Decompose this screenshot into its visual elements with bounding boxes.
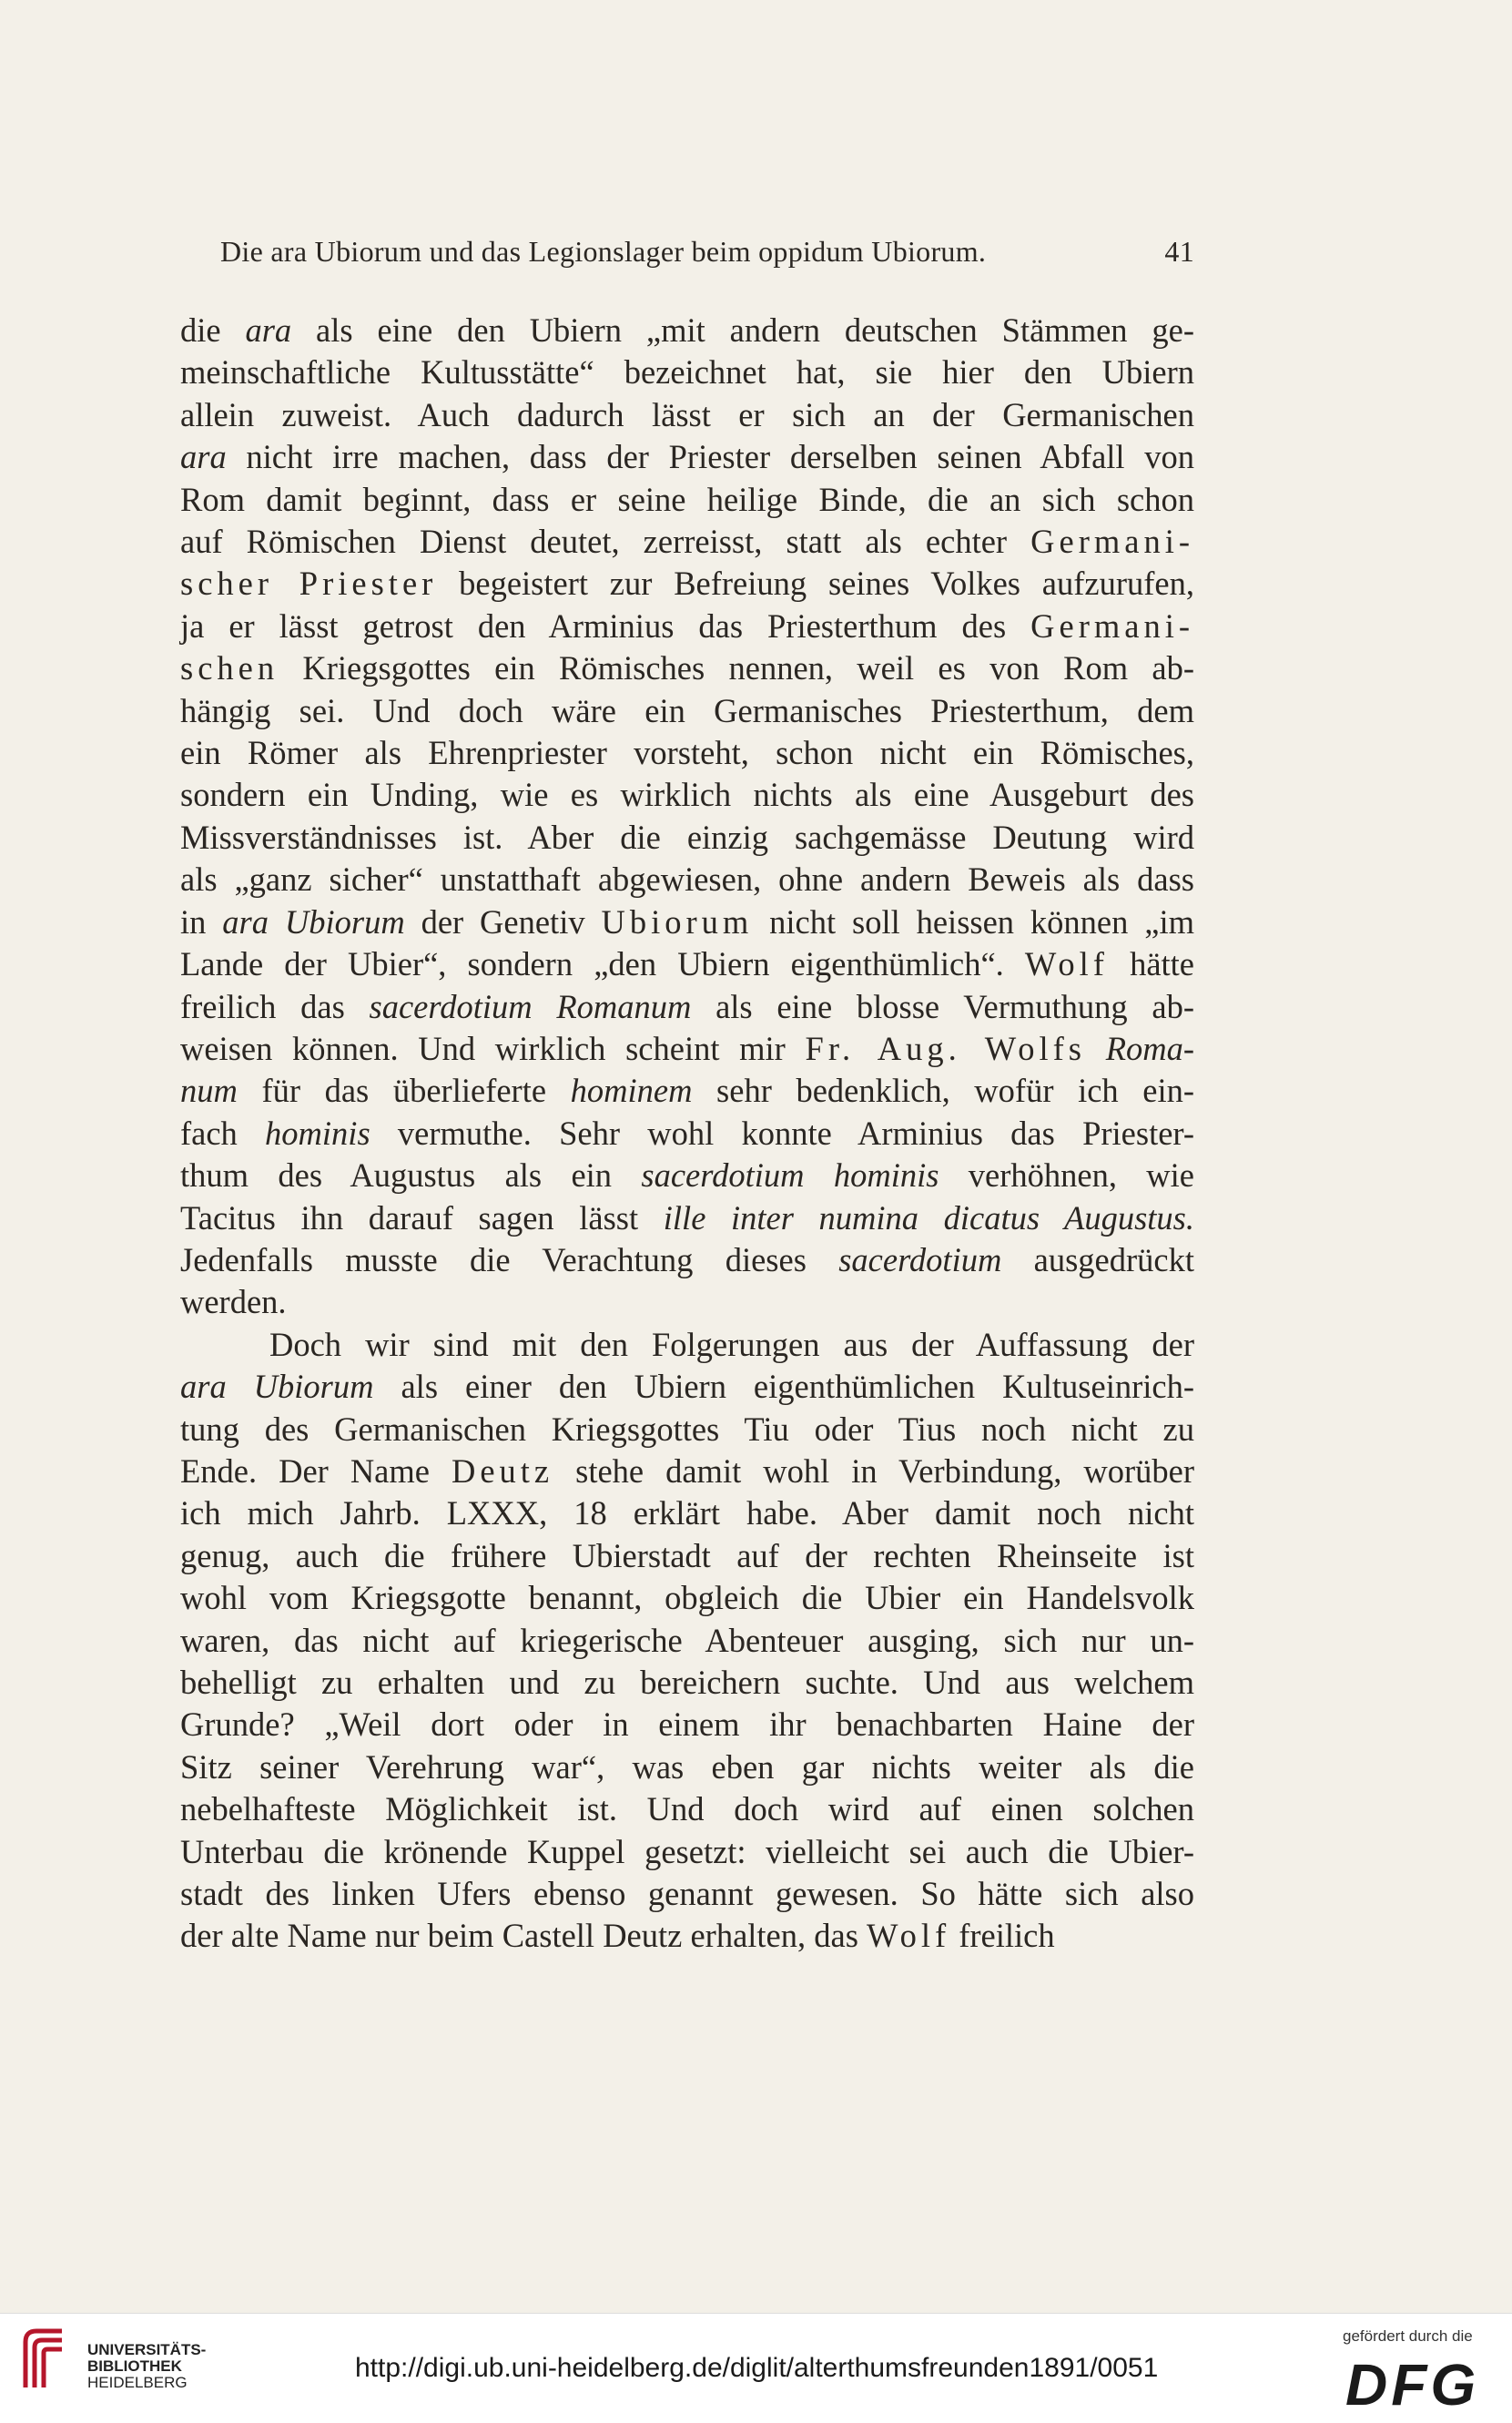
text-line: waren, das nicht auf kriegerische Abenteuer ausging, sich nur un- (180, 1621, 1194, 1659)
text-line: fach hominis vermuthe. Sehr wohl konnte Arminius das Priester- (180, 1114, 1194, 1152)
text-line: allein zuweist. Auch dadurch lässt er sich an der Germanischen (180, 395, 1194, 433)
text-line: ich mich Jahrb. LXXX, 18 erklärt habe. Aber damit noch nicht (180, 1494, 1194, 1532)
text-line: freilich das sacerdotium Romanum als eine blosse Vermuthung ab- (180, 987, 1194, 1025)
text-line: werden. (180, 1283, 287, 1321)
text-line: schen Kriegsgottes ein Römisches nennen, weil es von Rom ab- (180, 649, 1194, 687)
text-line: Lande der Ubier“, sondern „den Ubiern eigenthümlich“. Wolf hätte (180, 945, 1195, 983)
text-line: tung des Germanischen Kriegsgottes Tiu oder Tius noch nicht zu (180, 1410, 1194, 1448)
text-line: Unterbau die krönende Kuppel gesetzt: vielleicht sei auch die Ubier- (180, 1832, 1194, 1870)
text-line: weisen können. Und wirklich scheint mir Fr. Aug. Wolfs Roma- (180, 1029, 1194, 1067)
running-head (220, 235, 1194, 269)
library-name-line2: BIBLIOTHEK (87, 2357, 182, 2375)
text-line: num für das überlieferte hominem sehr bedenklich, wofür ich ein- (180, 1072, 1194, 1110)
text-line: ara Ubiorum als einer den Ubiern eigenthümlichen Kultuseinrich- (180, 1368, 1194, 1406)
text-line: die ara als eine den Ubiern „mit andern deutschen Stämmen ge- (180, 311, 1195, 349)
page-number: 41 (1164, 235, 1194, 268)
text-line: ein Römer als Ehrenpriester vorsteht, schon nicht ein Römisches, (180, 734, 1194, 772)
text-line: wohl vom Kriegsgotte benannt, obgleich die Ubier ein Handelsvolk (180, 1579, 1194, 1617)
library-name-line1: UNIVERSITÄTS- (87, 2341, 207, 2358)
text-line: der alte Name nur beim Castell Deutz erhalten, das Wolf freilich (180, 1917, 1055, 1955)
text-line: Doch wir sind mit den Folgerungen aus der Auffassung der (269, 1325, 1194, 1363)
text-line: Ende. Der Name Deutz stehe damit wohl in Verbindung, worüber (180, 1451, 1194, 1490)
text-line: in ara Ubiorum der Genetiv Ubiorum nicht soll heissen können „im (180, 902, 1194, 941)
text-line: scher Priester begeistert zur Befreiung seines Volkes aufzurufen, (180, 565, 1194, 603)
text-line: Jedenfalls musste die Verachtung dieses sacerdotium ausgedrückt (180, 1240, 1194, 1278)
text-line: hängig sei. Und doch wäre ein Germanisches Priesterthum, dem (180, 691, 1194, 729)
text-line: Sitz seiner Verehrung war“, was eben gar nichts weiter als die (180, 1747, 1194, 1786)
text-line: nebelhafteste Möglichkeit ist. Und doch wird auf einen solchen (180, 1790, 1194, 1828)
library-logo-icon (16, 2324, 71, 2397)
text-line: auf Römischen Dienst deutet, zerreisst, statt als echter Germani- (180, 523, 1194, 561)
running-head-title: Die ara Ubiorum und das Legionslager beim oppidum Ubiorum. (220, 235, 987, 268)
body-text (180, 310, 1194, 1958)
text-line: Tacitus ihn darauf sagen lässt ille inter numina dicatus Augustus. (180, 1198, 1194, 1237)
text-line: meinschaftliche Kultusstätte“ bezeichnet hat, sie hier den Ubiern (180, 353, 1194, 392)
library-name (87, 2342, 206, 2391)
library-name-line3: HEIDELBERG (87, 2374, 188, 2391)
text-line: sondern ein Unding, wie es wirklich nichts als eine Ausgeburt des (180, 776, 1194, 814)
text-line: Rom damit beginnt, dass er seine heilige Binde, die an sich schon (180, 480, 1194, 518)
text-line: ja er lässt getrost den Arminius das Priesterthum des Germani- (180, 606, 1194, 645)
text-line: Missverständnisses ist. Aber die einzig sachgemässe Deutung wird (180, 818, 1194, 856)
text-line: behelligt zu erhalten und zu bereichern suchte. Und aus welchem (180, 1664, 1194, 1701)
text-line: ara nicht irre machen, dass der Priester derselben seinen Abfall von (180, 438, 1194, 476)
text-line: genug, auch die frühere Ubierstadt auf der rechten Rheinseite ist (180, 1536, 1194, 1574)
dfg-logo: DFG (1345, 2352, 1480, 2418)
text-line: als „ganz sicher“ unstatthaft abgewiesen, ohne andern Beweis als dass (180, 860, 1194, 899)
text-line: thum des Augustus als ein sacerdotium hominis verhöhnen, wie (180, 1156, 1194, 1195)
text-line: Grunde? „Weil dort oder in einem ihr benachbarten Haine der (180, 1705, 1194, 1744)
permalink-url[interactable]: http://digi.ub.uni-heidelberg.de/diglit/alterthumsfreunden1891/0051 (355, 2353, 1159, 2383)
funding-note: gefördert durch die (1343, 2327, 1473, 2345)
text-line: stadt des linken Ufers ebenso genannt gewesen. So hätte sich also (180, 1875, 1194, 1913)
